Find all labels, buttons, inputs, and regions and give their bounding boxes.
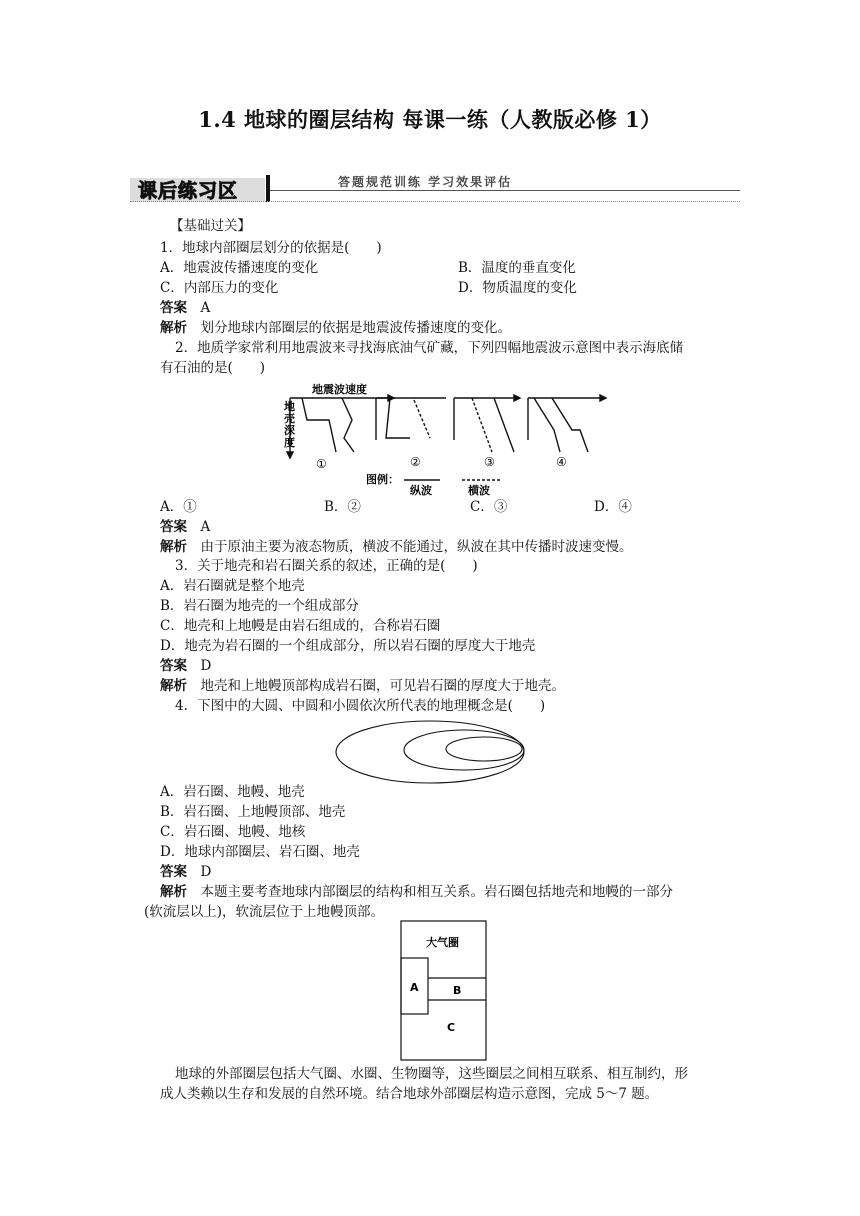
section-banner: [130, 170, 740, 202]
q2-analysis: [160, 537, 633, 557]
depth-char-3: 深: [284, 424, 295, 437]
analysis-label: 解析: [160, 539, 187, 555]
banner-rule: [270, 190, 740, 191]
intro-line2: 成人类赖以生存和发展的自然环境。结合地球外部圈层构造示意图，完成 5～7 题。: [160, 1086, 659, 1102]
q4-answer: [160, 862, 211, 882]
page-title: 1.4 地球的圈层结构 每课一练（人教版必修 1）: [198, 107, 662, 132]
q4-option-c: C．岩石圈、地幔、地核: [160, 824, 306, 840]
q4-analysis-line1: [160, 882, 673, 902]
q4-option-d: D．地球内部圈层、岩石圈、地壳: [160, 844, 360, 860]
answer-value: A: [200, 519, 211, 535]
q1-option-b: B．温度的垂直变化: [458, 260, 576, 276]
q4-option-a: A．岩石圈、地幔、地壳: [160, 784, 305, 800]
legend-s-wave: 横波: [468, 484, 490, 496]
panel-number-2: ②: [410, 455, 421, 469]
q4-option-b: B．岩石圈、上地幔顶部、地壳: [160, 804, 346, 820]
q1-option-d: D．物质温度的变化: [458, 280, 577, 296]
panel-number-1: ①: [316, 457, 327, 471]
depth-char-2: 壳: [284, 412, 295, 425]
q2-answer: [160, 517, 210, 537]
q2-option-c: C．③: [470, 499, 508, 515]
q2-option-d: D．④: [594, 499, 632, 515]
q3-stem: 3．关于地壳和岩石圈关系的叙述，正确的是( ): [175, 558, 478, 574]
analysis-label: 解析: [160, 884, 187, 900]
intro-line1: 地球的外部圈层包括大气圈、水圈、生物圈等，这些圈层之间相互联系、相互制约，形: [175, 1066, 688, 1082]
answer-label: 答案: [160, 658, 187, 674]
analysis-label: 解析: [160, 678, 187, 694]
banner-divider: [266, 175, 270, 202]
q2-option-a: A．①: [160, 499, 197, 515]
panel-number-3: ③: [484, 455, 495, 469]
medium-circle: [404, 730, 524, 770]
banner-subtitle: 答题规范训练 学习效果评估: [338, 175, 513, 189]
answer-label: 答案: [160, 864, 187, 880]
outer-sphere-figure: [400, 920, 488, 1062]
analysis-text: 地壳和上地幔顶部构成岩石圈，可见岩石圈的厚度大于地壳。: [200, 678, 565, 694]
answer-label: 答案: [160, 300, 187, 316]
answer-value: A: [200, 300, 211, 316]
analysis-text: 划分地球内部圈层的依据是地震波传播速度的变化。: [200, 320, 511, 336]
q3-option-c: C．地壳和上地幔是由岩石组成的，合称岩石圈: [160, 618, 441, 634]
depth-char-4: 度: [284, 436, 295, 449]
q3-option-b: B．岩石圈为地壳的一个组成部分: [160, 598, 359, 614]
legend-label: 图例：: [366, 473, 399, 486]
analysis-text: 本题主要考查地球内部圈层的结构和相互关系。岩石圈包括地壳和地幔的一部分: [200, 884, 673, 900]
label-c: C: [447, 1021, 456, 1034]
q3-answer: [160, 656, 211, 676]
answer-value: D: [200, 864, 212, 880]
dotted-rule: [130, 201, 740, 202]
banner-label: 课后练习区: [138, 180, 239, 202]
wave-speed-label: 地震波速度: [312, 383, 367, 396]
section-heading: 【基础过关】: [170, 218, 251, 234]
small-circle: [446, 737, 522, 761]
q2-stem-line2: 有石油的是( ): [160, 360, 266, 376]
answer-label: 答案: [160, 519, 187, 535]
q4-analysis-line2: (软流层以上)，软流层位于上地幔顶部。: [144, 904, 385, 920]
q1-analysis: [160, 318, 511, 338]
q1-option-a: A．地震波传播速度的变化: [160, 260, 319, 276]
q2-option-b: B．②: [324, 499, 361, 515]
depth-char-1: 地: [284, 400, 295, 413]
q4-stem: 4．下图中的大圆、中圆和小圆依次所代表的地理概念是( ): [175, 698, 546, 714]
analysis-text: 由于原油主要为液态物质，横波不能通过，纵波在其中传播时波速变慢。: [200, 539, 633, 555]
q3-option-d: D．地壳为岩石圈的一个组成部分，所以岩石圈的厚度大于地壳: [160, 638, 536, 654]
q1-answer: [160, 298, 210, 318]
panel-number-4: ④: [556, 455, 567, 469]
q1-stem: 1．地球内部圈层划分的依据是( ): [160, 240, 382, 256]
atmosphere-label: 大气圈: [426, 936, 459, 949]
answer-value: D: [200, 658, 212, 674]
analysis-label: 解析: [160, 320, 187, 336]
nested-circles-figure: [332, 718, 528, 786]
label-a: A: [410, 981, 419, 994]
q2-stem-line1: 2．地质学家常利用地震波来寻找海底油气矿藏，下列四幅地震波示意图中表示海底储: [175, 340, 684, 356]
q3-option-a: A．岩石圈就是整个地壳: [160, 578, 305, 594]
seismic-wave-figure: [282, 380, 614, 496]
q1-option-c: C．内部压力的变化: [160, 280, 279, 296]
label-b: B: [453, 984, 462, 997]
q3-analysis: [160, 676, 565, 696]
legend-p-wave: 纵波: [410, 484, 432, 496]
large-circle: [336, 721, 524, 783]
